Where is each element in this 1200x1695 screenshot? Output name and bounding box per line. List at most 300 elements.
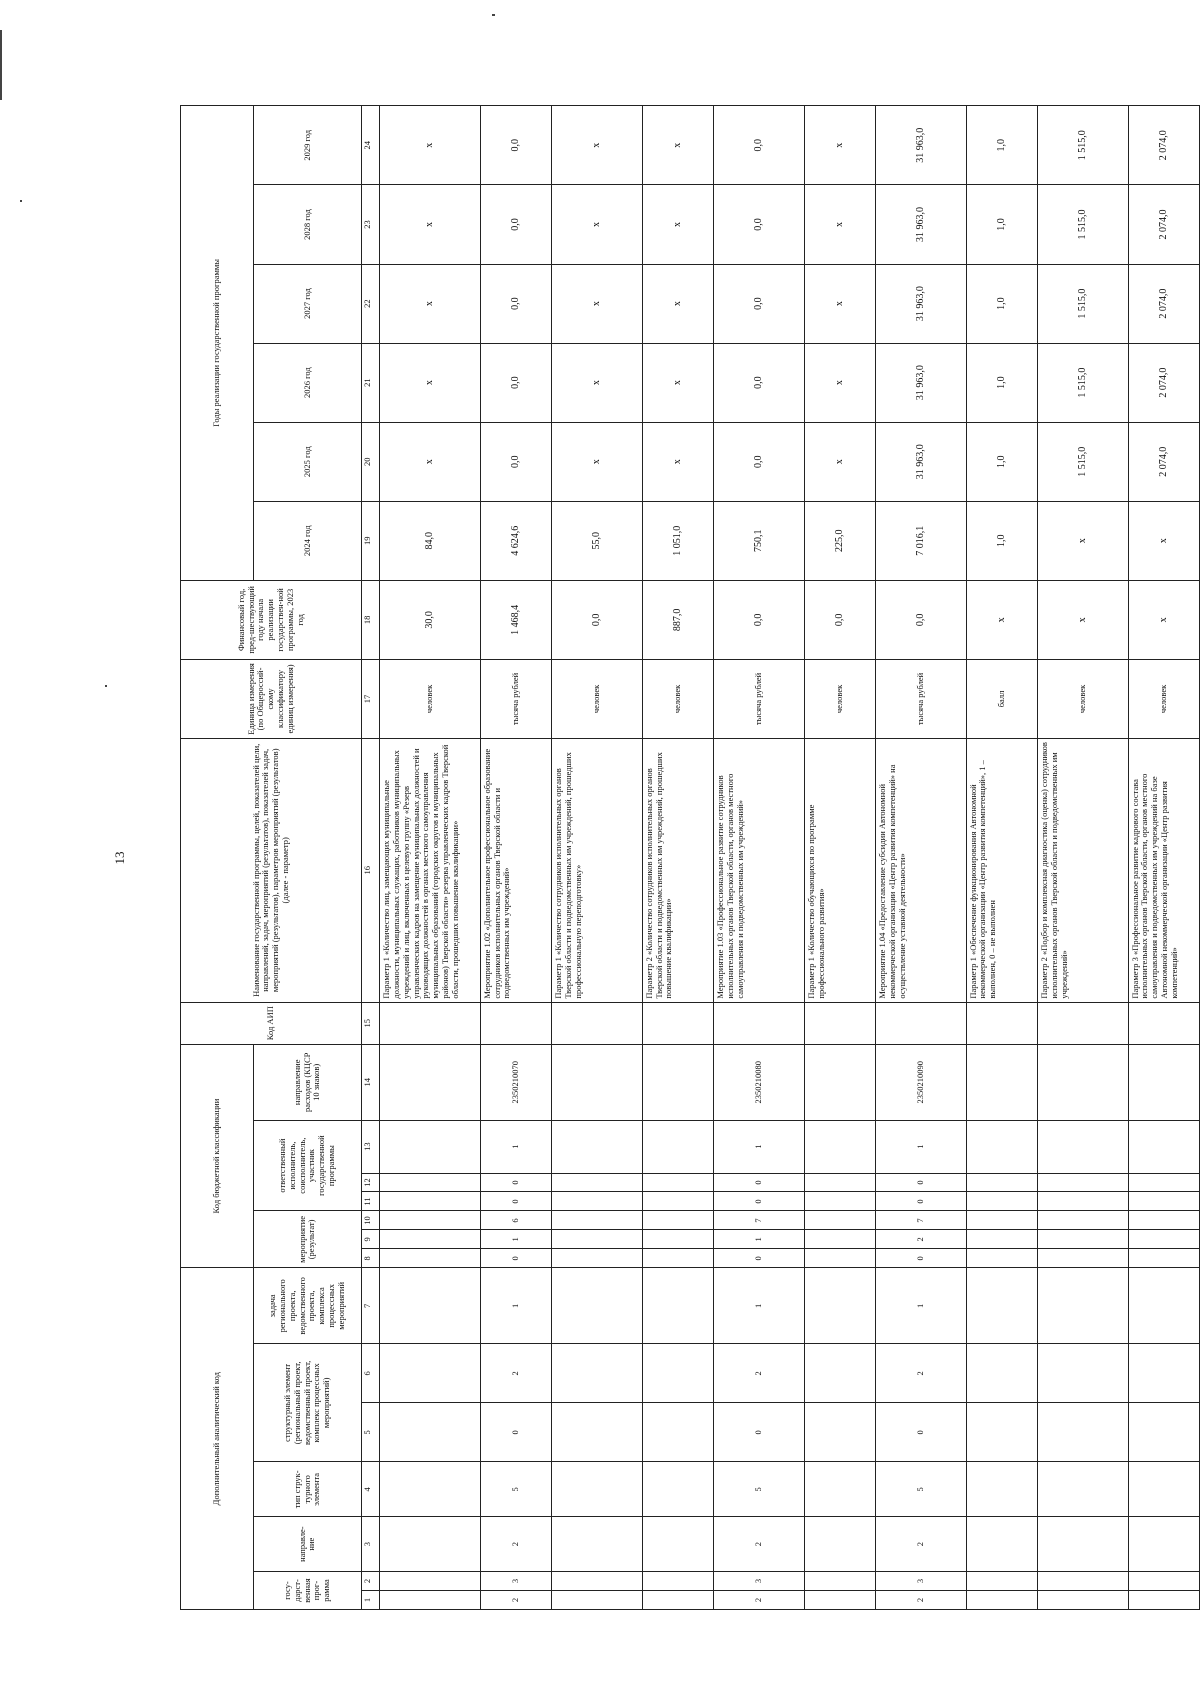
code-cell: 2350210070	[480, 1044, 551, 1120]
code-cell: 1	[876, 1120, 967, 1173]
aip-cell	[552, 1002, 643, 1044]
year-value-cell: 31 963,0	[876, 343, 967, 422]
code-cell	[1128, 1591, 1199, 1610]
aip-cell	[1037, 1002, 1128, 1044]
aip-cell	[714, 1002, 805, 1044]
code-cell	[966, 1572, 1037, 1591]
code-cell	[642, 1517, 713, 1572]
code-cell	[552, 1249, 643, 1268]
group-years: Годы реализации государственной программы	[181, 106, 254, 581]
rotated-table-container	[180, 105, 1200, 1610]
header-unit: Единица измерения (по Общероссий-скому классификатору единиц измерения)	[181, 659, 362, 738]
fin-year-cell: x	[966, 580, 1037, 659]
code-cell	[966, 1173, 1037, 1192]
year-value-cell: 0,0	[480, 264, 551, 343]
code-cell: 2	[876, 1344, 967, 1403]
name-cell: Параметр 3 «Профессиональное развитие кадрового состава исполнительных органов Тверской области, органов местного самоуправления и подведомственных им учреждений на базе Автономной некоммерческой организации «Центр развития компетенций»	[1128, 738, 1199, 1002]
column-number: 23	[362, 185, 380, 264]
year-value-cell: 1,0	[966, 185, 1037, 264]
code-cell	[380, 1572, 480, 1591]
code-cell	[1128, 1462, 1199, 1517]
code-cell	[380, 1230, 480, 1249]
group-budget-code: Код бюджетной классификации	[181, 1044, 254, 1268]
year-value-cell: 2 074,0	[1128, 106, 1199, 185]
code-cell: 0	[876, 1249, 967, 1268]
code-cell: 3	[480, 1572, 551, 1591]
code-cell	[380, 1403, 480, 1462]
year-value-cell: 0,0	[480, 422, 551, 501]
fin-year-cell: x	[1037, 580, 1128, 659]
fin-year-cell: 0,0	[876, 580, 967, 659]
table-row	[642, 106, 713, 1610]
code-cell: 7	[876, 1211, 967, 1230]
code-cell: 3	[876, 1572, 967, 1591]
code-cell	[552, 1572, 643, 1591]
code-cell: 1	[714, 1268, 805, 1344]
code-cell	[642, 1249, 713, 1268]
year-value-cell: x	[380, 106, 480, 185]
column-number: 7	[362, 1268, 380, 1344]
header-event: мероприятие (результат)	[253, 1211, 362, 1268]
code-cell	[1128, 1120, 1199, 1173]
code-cell	[642, 1591, 713, 1610]
code-cell	[552, 1173, 643, 1192]
year-value-cell: 2 074,0	[1128, 343, 1199, 422]
unit-cell: человек	[552, 659, 643, 738]
code-cell: 1	[714, 1120, 805, 1173]
code-cell: 0	[480, 1403, 551, 1462]
header-expense: направление расходов (КЦСР 10 знаков)	[253, 1044, 362, 1120]
code-cell	[966, 1403, 1037, 1462]
code-cell	[642, 1462, 713, 1517]
code-cell: 0	[480, 1249, 551, 1268]
code-cell	[1128, 1173, 1199, 1192]
year-value-cell: x	[380, 185, 480, 264]
aip-cell	[380, 1002, 480, 1044]
year-value-cell: 7 016,1	[876, 501, 967, 580]
code-cell	[1037, 1230, 1128, 1249]
column-number: 24	[362, 106, 380, 185]
aip-cell	[480, 1002, 551, 1044]
code-cell	[1128, 1044, 1199, 1120]
code-cell	[966, 1211, 1037, 1230]
header-year-2025: 2025 год	[253, 422, 362, 501]
code-cell: 5	[480, 1462, 551, 1517]
table-row	[1128, 106, 1199, 1610]
code-cell	[966, 1230, 1037, 1249]
code-cell	[552, 1192, 643, 1211]
code-cell	[804, 1120, 875, 1173]
code-cell	[804, 1192, 875, 1211]
code-cell: 2	[480, 1517, 551, 1572]
column-number: 16	[362, 738, 380, 1002]
table-row	[380, 106, 480, 1610]
code-cell	[804, 1591, 875, 1610]
column-number: 10	[362, 1211, 380, 1230]
aip-cell	[966, 1002, 1037, 1044]
column-number-row	[362, 106, 380, 1610]
code-cell	[380, 1344, 480, 1403]
code-cell	[1037, 1173, 1128, 1192]
code-cell	[380, 1173, 480, 1192]
code-cell: 2	[714, 1517, 805, 1572]
code-cell: 7	[714, 1211, 805, 1230]
code-cell	[380, 1591, 480, 1610]
code-cell	[642, 1344, 713, 1403]
year-value-cell: 1 515,0	[1037, 185, 1128, 264]
code-cell	[1037, 1120, 1128, 1173]
year-value-cell: 1 515,0	[1037, 106, 1128, 185]
scan-dot	[20, 200, 22, 202]
code-cell: 5	[876, 1462, 967, 1517]
fin-year-cell: 0,0	[714, 580, 805, 659]
year-value-cell: 0,0	[714, 422, 805, 501]
code-cell	[380, 1192, 480, 1211]
year-value-cell: 1,0	[966, 501, 1037, 580]
unit-cell: тысяча рублей	[480, 659, 551, 738]
year-value-cell: x	[552, 185, 643, 264]
code-cell	[966, 1517, 1037, 1572]
scan-dot	[492, 14, 495, 16]
code-cell	[1128, 1268, 1199, 1344]
code-cell	[552, 1044, 643, 1120]
code-cell	[804, 1403, 875, 1462]
code-cell	[804, 1572, 875, 1591]
year-value-cell: 31 963,0	[876, 264, 967, 343]
code-cell: 1	[714, 1230, 805, 1249]
year-value-cell: x	[804, 422, 875, 501]
code-cell	[804, 1517, 875, 1572]
header-year-2029: 2029 год	[253, 106, 362, 185]
year-value-cell: x	[552, 343, 643, 422]
scan-dot	[105, 685, 107, 687]
code-cell	[1037, 1211, 1128, 1230]
unit-cell: человек	[1037, 659, 1128, 738]
code-cell	[1037, 1572, 1128, 1591]
code-cell	[804, 1462, 875, 1517]
code-cell	[552, 1344, 643, 1403]
code-cell	[1037, 1403, 1128, 1462]
code-cell	[642, 1192, 713, 1211]
column-number: 2	[362, 1572, 380, 1591]
code-cell	[966, 1044, 1037, 1120]
year-value-cell: 750,1	[714, 501, 805, 580]
aip-cell	[1128, 1002, 1199, 1044]
column-number: 18	[362, 580, 380, 659]
code-cell	[380, 1211, 480, 1230]
code-cell	[380, 1462, 480, 1517]
code-cell	[642, 1572, 713, 1591]
year-value-cell: 31 963,0	[876, 422, 967, 501]
fin-year-cell: x	[1128, 580, 1199, 659]
code-cell: 0	[480, 1192, 551, 1211]
fin-year-cell: 0,0	[804, 580, 875, 659]
code-cell	[642, 1120, 713, 1173]
unit-cell: тысяча рублей	[876, 659, 967, 738]
code-cell	[642, 1211, 713, 1230]
unit-cell: человек	[804, 659, 875, 738]
year-value-cell: x	[642, 106, 713, 185]
year-value-cell: 225,0	[804, 501, 875, 580]
header-direction: направле-ние	[253, 1517, 362, 1572]
table-row	[966, 106, 1037, 1610]
year-value-cell: x	[1037, 501, 1128, 580]
unit-cell: человек	[642, 659, 713, 738]
year-value-cell: 1,0	[966, 343, 1037, 422]
code-cell: 2350210080	[714, 1044, 805, 1120]
code-cell	[380, 1249, 480, 1268]
scan-margin-line	[0, 30, 2, 100]
column-number: 11	[362, 1192, 380, 1211]
year-value-cell: x	[804, 185, 875, 264]
code-cell	[1037, 1591, 1128, 1610]
name-cell: Мероприятие 1.02 «Дополнительное профессиональное образование сотрудников исполнительных органов Тверской области и подведомственных им учреждений»	[480, 738, 551, 1002]
code-cell	[966, 1344, 1037, 1403]
year-value-cell: 1 515,0	[1037, 264, 1128, 343]
header-struct-element: структурный элемент (региональный проект, ведомственный проект, комплекс процессных мероприятий)	[253, 1344, 362, 1462]
code-cell	[552, 1462, 643, 1517]
year-value-cell: x	[642, 343, 713, 422]
header-aip: Код АИП	[181, 1002, 362, 1044]
code-cell	[380, 1120, 480, 1173]
year-value-cell: 0,0	[714, 185, 805, 264]
code-cell	[1037, 1517, 1128, 1572]
year-value-cell: 1 515,0	[1037, 343, 1128, 422]
column-number: 13	[362, 1120, 380, 1173]
code-cell	[1128, 1211, 1199, 1230]
code-cell	[804, 1268, 875, 1344]
code-cell: 0	[876, 1192, 967, 1211]
code-cell	[1128, 1249, 1199, 1268]
code-cell	[804, 1044, 875, 1120]
code-cell: 1	[480, 1120, 551, 1173]
column-number: 1	[362, 1591, 380, 1610]
name-cell: Параметр 2 «Подбор и комплексная диагностика (оценка) сотрудников исполнительных органов Тверской области и подведомственных им учреждений»	[1037, 738, 1128, 1002]
year-value-cell: x	[380, 264, 480, 343]
code-cell	[1037, 1344, 1128, 1403]
code-cell	[966, 1192, 1037, 1211]
code-cell	[552, 1403, 643, 1462]
header-year-2024: 2024 год	[253, 501, 362, 580]
code-cell	[642, 1044, 713, 1120]
year-value-cell: x	[642, 422, 713, 501]
code-cell: 2	[876, 1591, 967, 1610]
code-cell: 0	[876, 1173, 967, 1192]
code-cell: 2	[480, 1344, 551, 1403]
code-cell: 6	[480, 1211, 551, 1230]
code-cell	[1037, 1044, 1128, 1120]
year-value-cell: x	[804, 343, 875, 422]
column-number: 22	[362, 264, 380, 343]
year-value-cell: x	[1128, 501, 1199, 580]
name-cell: Параметр 1 «Количество лиц, замещающих муниципальные должности, муниципальных служащих, работников муниципальных учреждений и лиц, включенных в целевую группу «Резерв управленческих кадров на замещение муниципальных должностей и руководящих должностей в органах местного самоуправления муниципальных образований (городских округов и муниципальных районов) Тверской области» резерва управленческих кадров Тверской области, прошедших повышение квалификации»	[380, 738, 480, 1002]
code-cell	[1128, 1517, 1199, 1572]
code-cell	[1128, 1403, 1199, 1462]
code-cell	[804, 1344, 875, 1403]
code-cell	[642, 1268, 713, 1344]
year-value-cell: x	[380, 343, 480, 422]
column-number: 17	[362, 659, 380, 738]
column-number: 15	[362, 1002, 380, 1044]
code-cell: 0	[714, 1249, 805, 1268]
year-value-cell: 1 051,0	[642, 501, 713, 580]
code-cell	[552, 1230, 643, 1249]
code-cell	[642, 1173, 713, 1192]
code-cell	[966, 1120, 1037, 1173]
code-cell: 0	[714, 1403, 805, 1462]
code-cell	[380, 1517, 480, 1572]
name-cell: Параметр 2 «Количество сотрудников исполнительных органов Тверской области и подведомственных им учреждений, прошедших повышение квалификации»	[642, 738, 713, 1002]
table-row	[1037, 106, 1128, 1610]
code-cell	[804, 1230, 875, 1249]
column-number: 5	[362, 1403, 380, 1462]
unit-cell: тысяча рублей	[714, 659, 805, 738]
name-cell: Мероприятие 1.03 «Профессиональное развитие сотрудников исполнительных органов Тверской области, органов местного самоуправления и подведомственных им учреждений»	[714, 738, 805, 1002]
year-value-cell: 1,0	[966, 264, 1037, 343]
column-number: 6	[362, 1344, 380, 1403]
year-value-cell: 84,0	[380, 501, 480, 580]
program-table	[180, 105, 1200, 1610]
header-year-2028: 2028 год	[253, 185, 362, 264]
year-value-cell: 0,0	[480, 185, 551, 264]
code-cell: 2	[714, 1591, 805, 1610]
year-value-cell: 2 074,0	[1128, 185, 1199, 264]
code-cell: 2	[480, 1591, 551, 1610]
year-value-cell: 31 963,0	[876, 185, 967, 264]
code-cell	[966, 1268, 1037, 1344]
column-number: 8	[362, 1249, 380, 1268]
code-cell	[552, 1120, 643, 1173]
fin-year-cell: 30,0	[380, 580, 480, 659]
year-value-cell: x	[804, 106, 875, 185]
group-additional-code: Дополнительный аналитический код	[181, 1268, 254, 1610]
code-cell	[966, 1249, 1037, 1268]
table-row	[480, 106, 551, 1610]
year-value-cell: 31 963,0	[876, 106, 967, 185]
year-value-cell: x	[552, 264, 643, 343]
code-cell: 0	[876, 1403, 967, 1462]
year-value-cell: x	[642, 264, 713, 343]
header-name: Наименование государственной программы, целей, показателей цели, направлений, задач, мероприятий (результатов), показателей задач, мероприятий (результатов), параметров мероприятий (результатов) (далее - параметр)	[181, 738, 362, 1002]
year-value-cell: x	[552, 422, 643, 501]
code-cell	[380, 1268, 480, 1344]
code-cell	[1128, 1192, 1199, 1211]
code-cell: 0	[714, 1192, 805, 1211]
year-value-cell: 0,0	[480, 106, 551, 185]
column-number: 12	[362, 1173, 380, 1192]
year-value-cell: x	[642, 185, 713, 264]
year-value-cell: x	[380, 422, 480, 501]
code-cell	[552, 1517, 643, 1572]
column-number: 14	[362, 1044, 380, 1120]
code-cell: 1	[480, 1268, 551, 1344]
code-cell: 3	[714, 1572, 805, 1591]
code-cell	[552, 1268, 643, 1344]
column-number: 21	[362, 343, 380, 422]
code-cell: 5	[714, 1462, 805, 1517]
year-value-cell: 2 074,0	[1128, 264, 1199, 343]
code-cell	[642, 1403, 713, 1462]
name-cell: Параметр 1 «Количество сотрудников исполнительных органов Тверской области и подведомственных им учреждений, прошедших профессиональную переподготовку»	[552, 738, 643, 1002]
code-cell	[966, 1591, 1037, 1610]
code-cell: 0	[480, 1173, 551, 1192]
code-cell: 1	[480, 1230, 551, 1249]
table-row	[552, 106, 643, 1610]
year-value-cell: 1 515,0	[1037, 422, 1128, 501]
name-cell: Мероприятие 1.04 «Предоставление субсидии Автономной некоммерческой организации «Центр развития компетенций» на осуществление уставной деятельности»	[876, 738, 967, 1002]
code-cell: 2350210090	[876, 1044, 967, 1120]
code-cell	[804, 1173, 875, 1192]
code-cell	[1037, 1268, 1128, 1344]
header-executor: ответственный исполнитель, соисполнитель, участник государственной программы	[253, 1120, 362, 1211]
year-value-cell: 4 624,6	[480, 501, 551, 580]
column-number: 9	[362, 1230, 380, 1249]
aip-cell	[642, 1002, 713, 1044]
year-value-cell: 0,0	[714, 343, 805, 422]
year-value-cell: 0,0	[714, 264, 805, 343]
code-cell	[1037, 1462, 1128, 1517]
code-cell	[380, 1044, 480, 1120]
unit-cell: человек	[1128, 659, 1199, 738]
fin-year-cell: 0,0	[552, 580, 643, 659]
code-cell	[1037, 1249, 1128, 1268]
code-cell	[1128, 1572, 1199, 1591]
year-value-cell: x	[804, 264, 875, 343]
year-value-cell: x	[552, 106, 643, 185]
year-value-cell: 0,0	[714, 106, 805, 185]
header-year-2026: 2026 год	[253, 343, 362, 422]
fin-year-cell: 887,0	[642, 580, 713, 659]
aip-cell	[876, 1002, 967, 1044]
year-value-cell: 2 074,0	[1128, 422, 1199, 501]
table-row	[714, 106, 805, 1610]
column-number: 3	[362, 1517, 380, 1572]
table-row	[804, 106, 875, 1610]
code-cell: 2	[714, 1344, 805, 1403]
page-number: 13	[112, 851, 127, 865]
year-value-cell: 55,0	[552, 501, 643, 580]
column-number: 4	[362, 1462, 380, 1517]
code-cell	[1037, 1192, 1128, 1211]
header-task: задача регионального проекта, ведомственного проекта, комплекса процессных мероприятий	[253, 1268, 362, 1344]
table-row	[876, 106, 967, 1610]
code-cell: 2	[876, 1230, 967, 1249]
column-number: 20	[362, 422, 380, 501]
header-year-2027: 2027 год	[253, 264, 362, 343]
aip-cell	[804, 1002, 875, 1044]
unit-cell: человек	[380, 659, 480, 738]
column-number: 19	[362, 501, 380, 580]
code-cell	[1128, 1230, 1199, 1249]
year-value-cell: 1,0	[966, 106, 1037, 185]
code-cell: 2	[876, 1517, 967, 1572]
code-cell	[642, 1230, 713, 1249]
code-cell: 1	[876, 1268, 967, 1344]
year-value-cell: 1,0	[966, 422, 1037, 501]
header-struct-type: тип струк-турного элемента	[253, 1462, 362, 1517]
header-fin-year: Финансовый год, пред-шествующий году начала реализации государствен-ной программы, 2023 год	[181, 580, 362, 659]
year-value-cell: 0,0	[480, 343, 551, 422]
name-cell: Параметр 1 «Количество обучающихся по программе профессионального развития»	[804, 738, 875, 1002]
code-cell	[804, 1249, 875, 1268]
unit-cell: балл	[966, 659, 1037, 738]
code-cell	[1128, 1344, 1199, 1403]
fin-year-cell: 1 468,4	[480, 580, 551, 659]
code-cell	[804, 1211, 875, 1230]
code-cell	[552, 1591, 643, 1610]
name-cell: Параметр 1 «Обеспечение функционирования Автономной некоммерческой организации «Центр развития компетенций», 1 – выполнен, 0 – не выполнен	[966, 738, 1037, 1002]
code-cell	[552, 1211, 643, 1230]
